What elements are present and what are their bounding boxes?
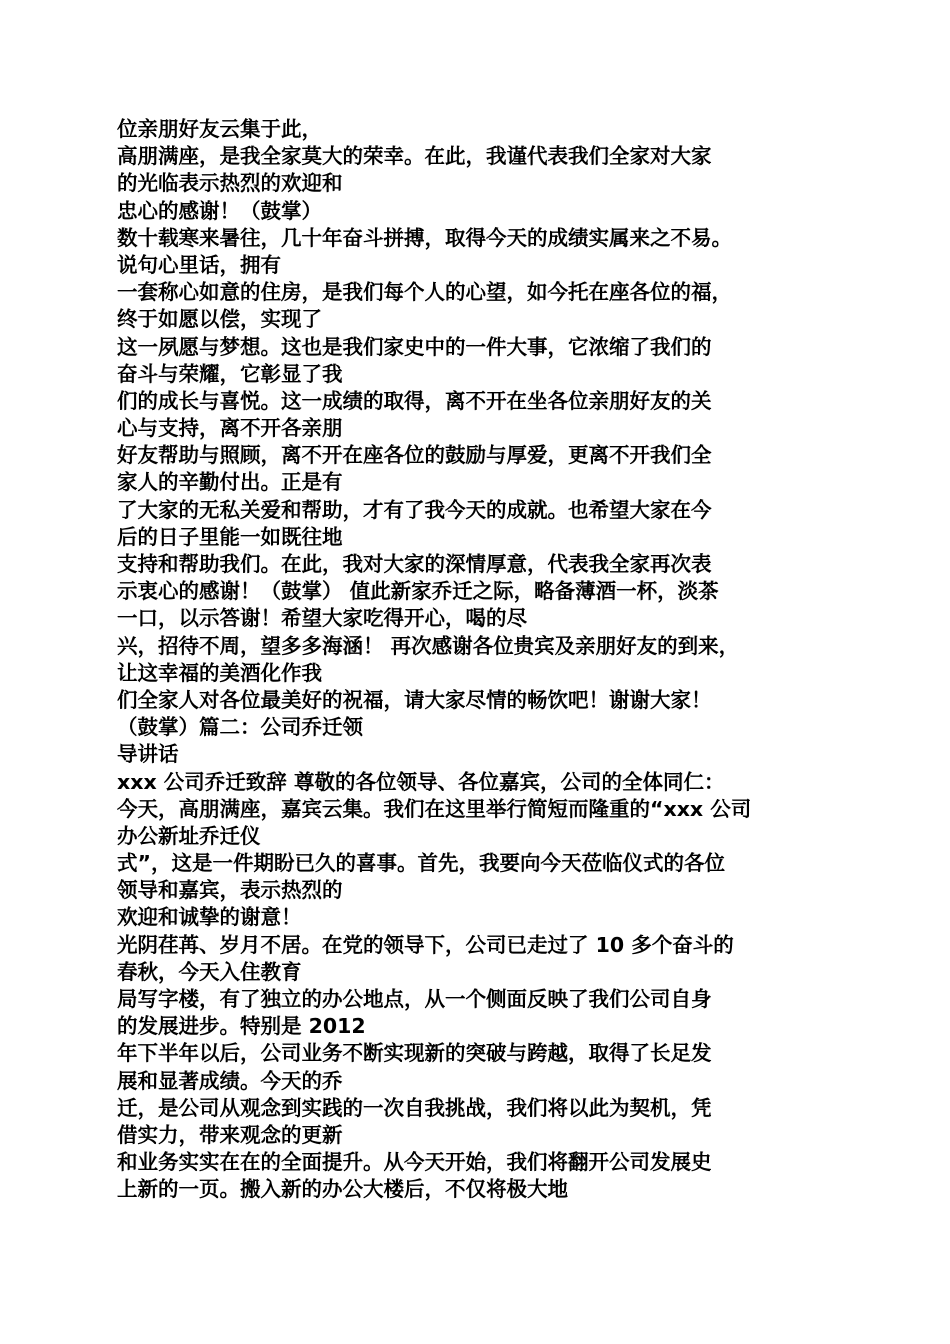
text-line: 一套称心如意的住房，是我们每个人的心望，如今托在座各位的福，: [117, 280, 732, 305]
text-line: 借实力，带来观念的更新: [117, 1122, 343, 1147]
text-line: 迁，是公司从观念到实践的一次自我挑战，我们将以此为契机，凭: [117, 1095, 712, 1120]
text-line: 位亲朋好友云集于此，: [117, 117, 322, 141]
text-line: 奋斗与荣耀，它彰显了我: [117, 361, 343, 386]
text-line: 让这幸福的美酒化作我: [117, 660, 322, 685]
text-line: 后的日子里能一如既往地: [117, 524, 343, 549]
text-line: 办公新址乔迁仪: [117, 823, 261, 848]
text-line: 了大家的无私关爱和帮助，才有了我今天的成就。也希望大家在今: [117, 497, 712, 522]
text-line: 和业务实实在在的全面提升。从今天开始，我们将翻开公司发展史: [117, 1150, 712, 1175]
text-line: 领导和嘉宾，表示热烈的: [117, 878, 343, 903]
text-line: 展和显著成绩。今天的乔: [117, 1068, 343, 1093]
text-line: 局写字楼，有了独立的办公地点，从一个侧面反映了我们公司自身: [117, 987, 712, 1011]
text-line: 数十载寒来暑往，几十年奋斗拼搏，取得今天的成绩实属来之不易。: [117, 225, 732, 250]
text-line: 年下半年以后，公司业务不断实现新的突破与跨越，取得了长足发: [117, 1041, 712, 1066]
text-line: 示衷心的感谢！（鼓掌） 值此新家乔迁之际，略备薄酒一杯，淡茶: [117, 579, 719, 604]
text-line: 家人的辛勤付出。正是有: [117, 470, 343, 495]
text-line: 上新的一页。搬入新的办公大楼后，不仅将极大地: [117, 1177, 568, 1202]
text-line: 式”，这是一件期盼已久的喜事。首先，我要向今天莅临仪式的各位: [117, 851, 725, 876]
text-line: 心与支持，离不开各亲朋: [117, 416, 343, 441]
text-line: 终于如愿以偿，实现了: [117, 307, 322, 332]
text-line: xxx 公司乔迁致辞 尊敬的各位领导、各位嘉宾，公司的全体同仁：: [117, 769, 725, 794]
text-line: 们的成长与喜悦。这一成绩的取得，离不开在坐各位亲朋好友的关: [117, 388, 712, 413]
text-line: 忠心的感谢！（鼓掌）: [117, 198, 322, 223]
text-line: 好友帮助与照顾，离不开在座各位的鼓励与厚爱，更离不开我们全: [117, 443, 712, 468]
text-line: 光阴荏苒、岁月不居。在党的领导下，公司已走过了 10 多个奋斗的: [117, 932, 734, 957]
text-line: 今天，高朋满座，嘉宾云集。我们在这里举行简短而隆重的“xxx 公司: [117, 796, 752, 821]
text-line: 说句心里话，拥有: [117, 252, 281, 277]
text-line: 支持和帮助我们。在此，我对大家的深情厚意，代表我全家再次表: [117, 552, 712, 576]
text-line: 欢迎和诚挚的谢意！: [117, 905, 302, 930]
text-line: 导讲话: [117, 742, 179, 767]
text-line: （鼓掌）篇二：公司乔迁领: [117, 715, 363, 740]
document-body: [117, 116, 841, 1204]
text-line: 一口，以示答谢！希望大家吃得开心，喝的尽: [117, 606, 527, 631]
text-line: 的发展进步。特别是 2012: [117, 1014, 366, 1039]
text-line: 这一夙愿与梦想。这也是我们家史中的一件大事，它浓缩了我们的: [117, 334, 712, 359]
text-line: 高朋满座，是我全家莫大的荣幸。在此，我谨代表我们全家对大家: [117, 144, 712, 169]
text-line: 春秋，今天入住教育: [117, 959, 302, 984]
text-line: 的光临表示热烈的欢迎和: [117, 171, 343, 196]
text-line: 兴，招待不周，望多多海涵！ 再次感谢各位贵宾及亲朋好友的到来，: [117, 633, 740, 658]
text-line: 们全家人对各位最美好的祝福，请大家尽情的畅饮吧！谢谢大家！: [117, 687, 712, 712]
